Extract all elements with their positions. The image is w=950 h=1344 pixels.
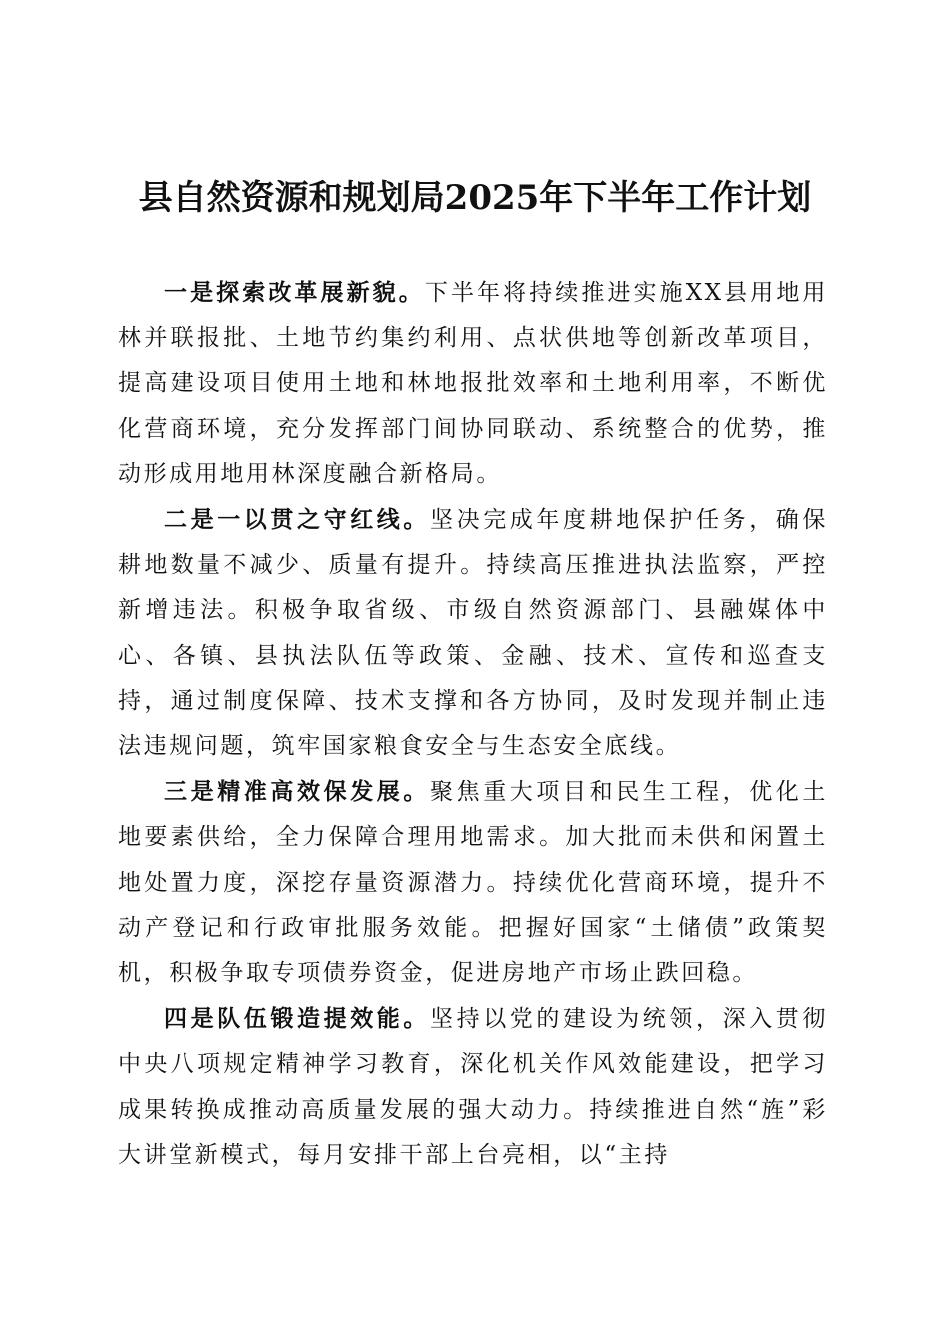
paragraph-reform (118, 270, 828, 497)
paragraph-text: 下半年将持续推进实施XX县用地用林并联报批、土地节约集约利用、点状供地等创新改革项目，提高建设项目使用土地和林地报批效率和土地利用率，不断优化营商环境，充分发挥部门间协同联动、系统整合的优势，推动形成用地用林深度融合新格局。 (118, 280, 828, 487)
paragraph-team (118, 996, 828, 1178)
paragraph-lead: 三是精准高效保发展。 (164, 778, 430, 806)
paragraph-text: 坚持以党的建设为统领，深入贯彻中央八项规定精神学习教育，深化机关作风效能建设，把学习成果转换成推动高质量发展的强大动力。持续推进自然“旌”彩大讲堂新模式，每月安排干部上台亮相，以“主持 (118, 1006, 828, 1168)
paragraph-development (118, 769, 828, 996)
document-body (118, 270, 828, 1178)
paragraph-lead: 一是探索改革展新貌。 (164, 279, 425, 306)
paragraph-lead: 四是队伍锻造提效能。 (164, 1005, 430, 1033)
paragraph-text: 坚决完成年度耕地保护任务，确保耕地数量不减少、质量有提升。持续高压推进执法监察，严控新增违法。积极争取省级、市级自然资源部门、县融媒体中心、各镇、县执法队伍等政策、金融、技术、宣传和巡查支持，通过制度保障、技术支撑和各方协同，及时发现并制止违法违规问题，筑牢国家粮食安全与生态安全底线。 (118, 507, 828, 760)
document-title: 县自然资源和规划局2025年下半年工作计划 (138, 178, 812, 218)
paragraph-lead: 二是一以贯之守红线。 (164, 506, 430, 534)
paragraph-text: 聚焦重大项目和民生工程，优化土地要素供给，全力保障合理用地需求。加大批而未供和闲置土地处置力度，深挖存量资源潜力。持续优化营商环境，提升不动产登记和行政审批服务效能。把握好国家“土储债”政策契机，积极争取专项债券资金，促进房地产市场止跌回稳。 (118, 779, 828, 987)
paragraph-redline (118, 497, 828, 769)
